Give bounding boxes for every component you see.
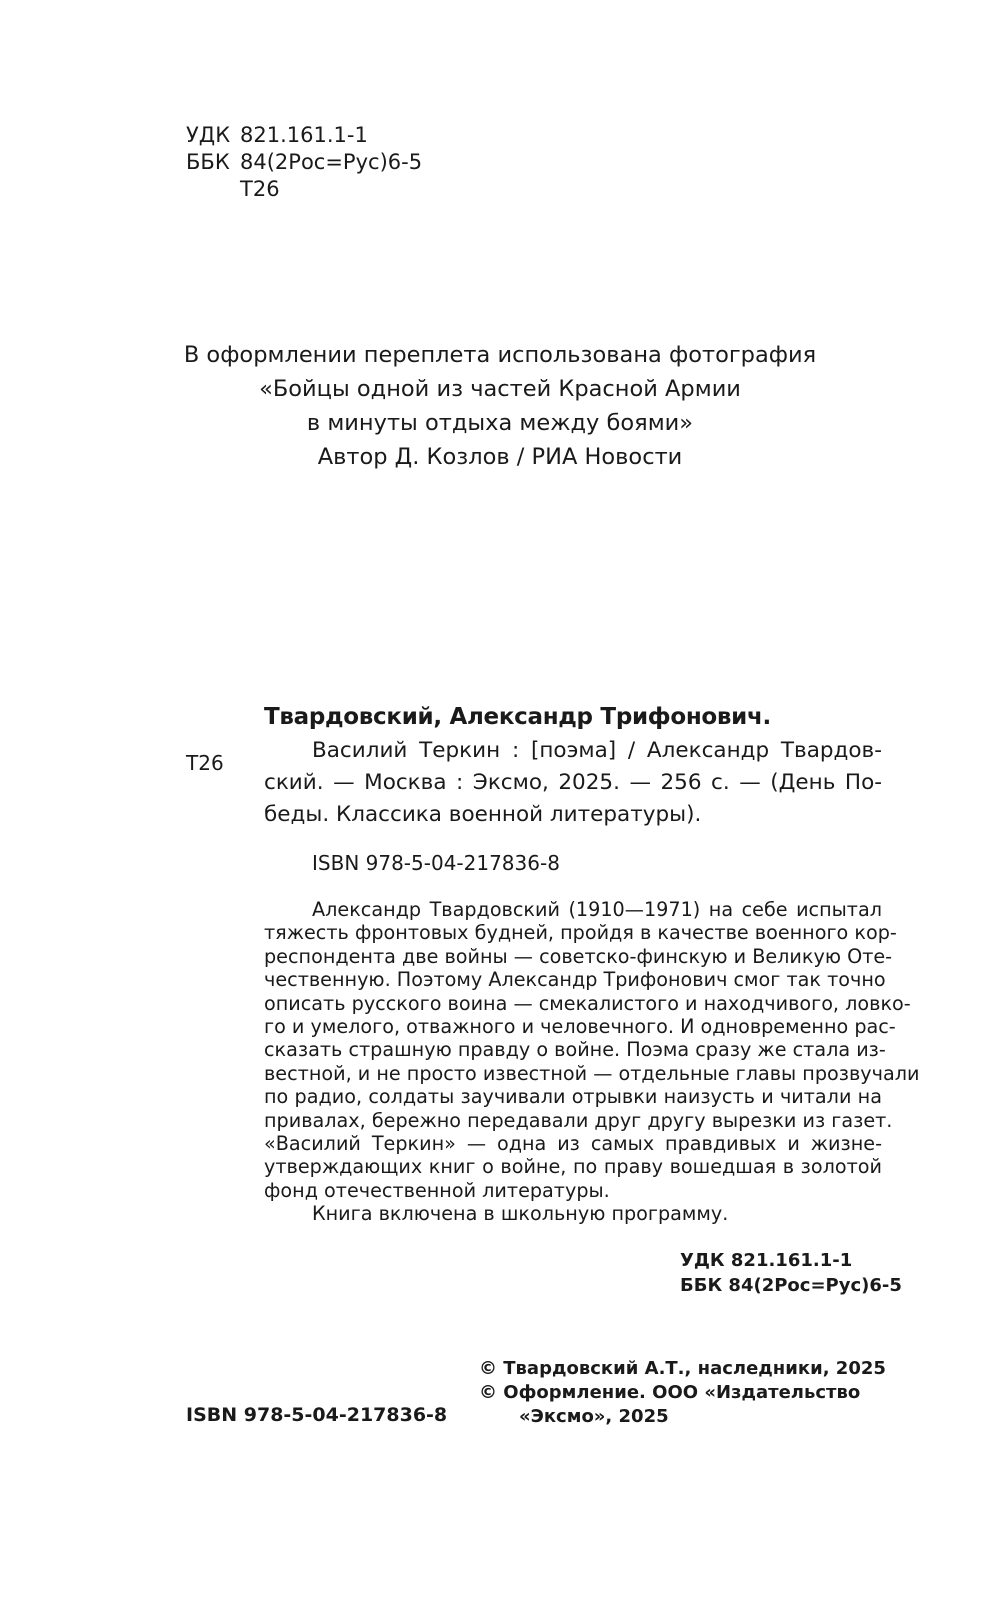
annotation-line: сказать страшную правду о войне. Поэма сразу же стала из- xyxy=(264,1038,886,1062)
description-line: Василий Теркин : [поэма] / Александр Твардов- xyxy=(312,738,882,763)
annotation-line: респондента две войны — советско-финскую и Великую Оте- xyxy=(264,944,893,968)
description-line: ский. — Москва : Эксмо, 2025. — 256 с. — (День По- xyxy=(264,770,882,795)
udk-row xyxy=(186,122,422,149)
annotation-line: описать русского воина — смекалистого и находчивого, ловко- xyxy=(264,991,911,1015)
bbk-row xyxy=(186,149,422,176)
classification-codes-bottom xyxy=(680,1248,902,1298)
copyright-notice xyxy=(479,1357,886,1429)
udk-value: 821.161.1-1 xyxy=(240,123,368,147)
isbn-entry: ISBN 978-5-04-217836-8 xyxy=(312,851,560,875)
annotation-line: фонд отечественной литературы. xyxy=(264,1178,610,1202)
copyright-design-cont: «Эксмо», 2025 xyxy=(519,1406,669,1427)
credit-line: «Бойцы одной из частей Красной Армии xyxy=(259,376,741,402)
author-mark-margin: Т26 xyxy=(186,751,224,775)
annotation-line: Александр Твардовский (1910—1971) на себе испытал xyxy=(312,898,882,921)
cover-photo-credit xyxy=(0,338,1000,474)
annotation-line: «Василий Теркин» — одна из самых правдивых и жизне- xyxy=(264,1132,882,1156)
description-line: беды. Классика военной литературы). xyxy=(264,802,702,827)
credit-line: В оформлении переплета использована фотография xyxy=(183,342,817,368)
bibliographic-description xyxy=(264,735,882,831)
bbk-bottom: ББК 84(2Рос=Рус)6-5 xyxy=(680,1275,902,1296)
author-heading: Твардовский, Александр Трифонович. xyxy=(264,704,771,730)
bbk-value: 84(2Рос=Рус)6-5 xyxy=(240,150,423,174)
annotation-line: привалах, бережно передавали друг другу вырезки из газет. xyxy=(264,1108,893,1132)
annotation-line: тяжесть фронтовых будней, пройдя в качестве военного кор- xyxy=(264,921,897,945)
annotation xyxy=(264,898,920,1226)
udk-bottom: УДК 821.161.1-1 xyxy=(680,1250,853,1271)
annotation-line: Книга включена в школьную программу. xyxy=(312,1202,729,1226)
copyright-design: © Оформление. ООО «Издательство xyxy=(479,1382,861,1403)
annotation-line: по радио, солдаты заучивали отрывки наизусть и читали на xyxy=(264,1085,882,1109)
classification-codes-top xyxy=(186,122,422,203)
author-mark-top: Т26 xyxy=(240,177,280,201)
annotation-line: го и умелого, отважного и человечного. И одновременно рас- xyxy=(264,1015,896,1039)
credit-line: Автор Д. Козлов / РИА Новости xyxy=(317,444,683,470)
copyright-author: © Твардовский А.Т., наследники, 2025 xyxy=(479,1358,886,1379)
author-mark-row xyxy=(186,176,422,203)
bbk-label: ББК xyxy=(186,150,230,174)
annotation-line: вестной, и не просто известной — отдельные главы прозвучали xyxy=(264,1061,920,1085)
credit-line: в минуты отдыха между боями» xyxy=(306,410,694,436)
annotation-line: утверждающих книг о войне, по праву вошедшая в золотой xyxy=(264,1155,882,1179)
isbn-footer: ISBN 978-5-04-217836-8 xyxy=(186,1404,448,1426)
udk-label: УДК xyxy=(186,123,231,147)
annotation-line: чественную. Поэтому Александр Трифонович смог так точно xyxy=(264,968,886,992)
